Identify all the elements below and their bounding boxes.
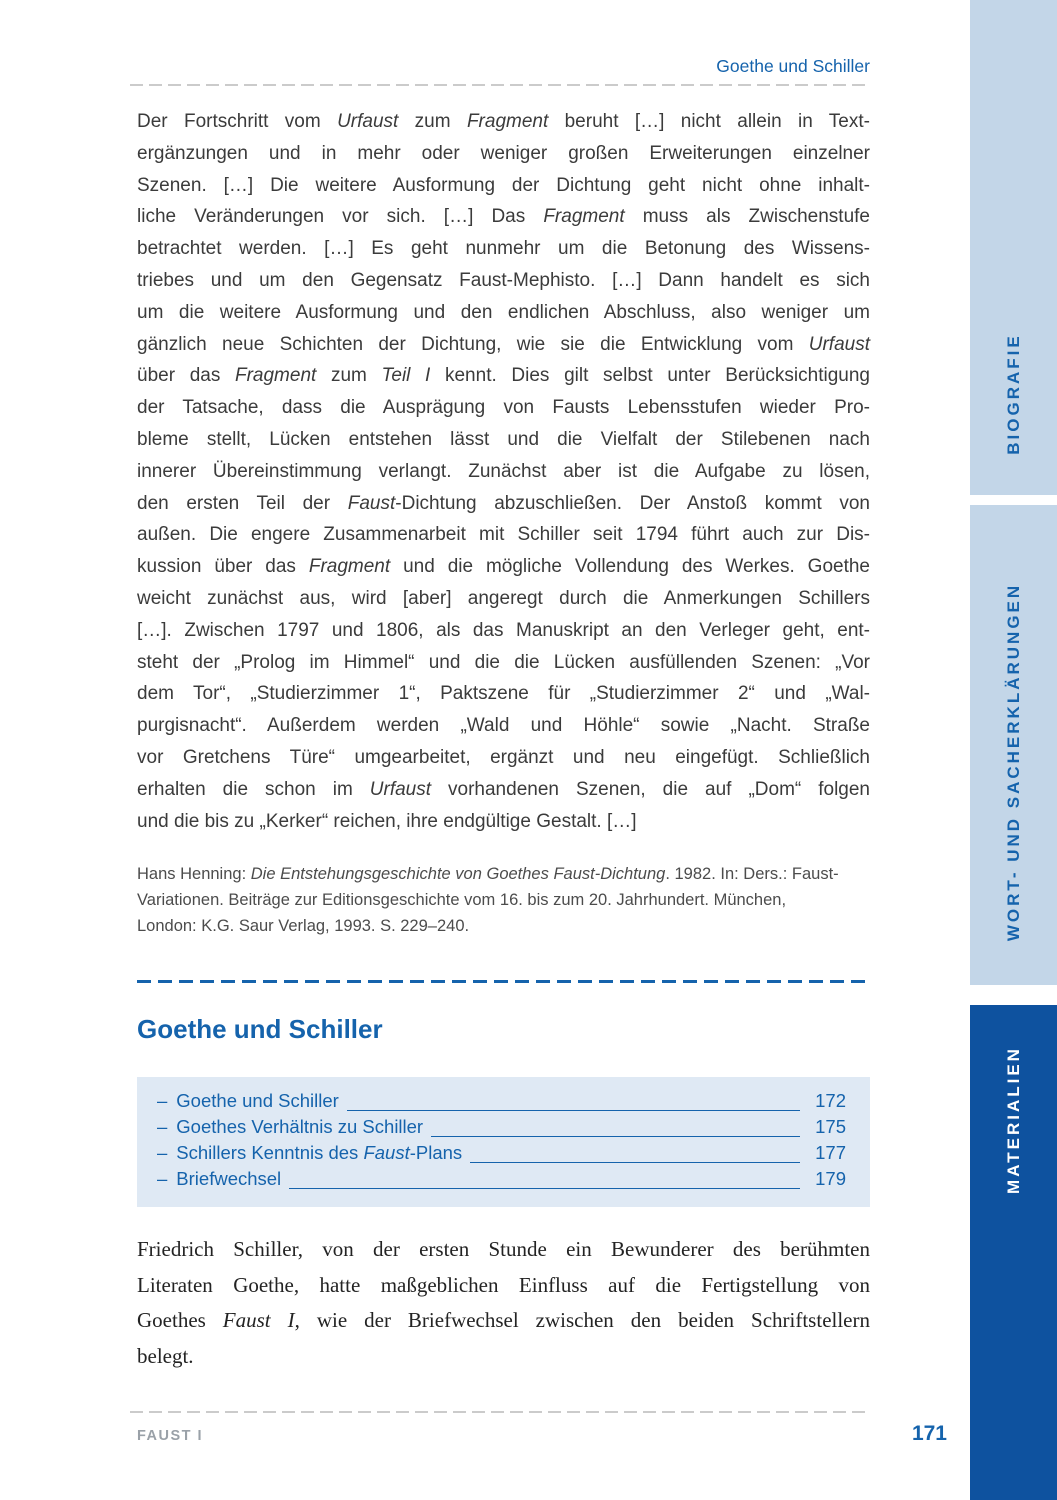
toc-page-number: 175 [815,1116,846,1137]
tab-wort-und-sacherklaerungen[interactable] [970,505,1057,985]
toc-box [137,1077,870,1207]
citation-block [137,861,870,939]
quote-line: ergänzungen und in mehr oder weniger großen Erweiterungen einzelner [137,142,870,164]
quote-line: erhalten die schon im Urfaust vorhandenen Szenen, die auf „Dom“ folgen [137,778,870,800]
toc-item-briefwechsel[interactable] [157,1168,846,1194]
section-divider [137,980,870,983]
quote-line: purgisnacht“. Außerdem werden „Wald und Höhle“ sowie „Nacht. Straße [137,715,870,737]
leader-line [470,1162,800,1163]
quote-line: der Tatsache, dass die Ausprägung von Fausts Lebensstufen wieder Pro- [137,397,870,419]
toc-page-number: 172 [815,1090,846,1111]
toc-label: Goethe und Schiller [176,1090,339,1111]
leader-line [431,1136,800,1137]
quote-line: den ersten Teil der Faust-Dichtung abzuschließen. Der Anstoß kommt von [137,492,871,514]
tab-biografie-label: BIOGRAFIE [1003,333,1023,455]
quote-line: triebes und um den Gegensatz Faust-Mephisto. […] Dann handelt es sich [137,269,870,291]
citation-line: Variationen. Beiträge zur Editionsgeschichte vom 16. bis zum 20. Jahrhundert. München, [137,891,787,909]
tab-materialien[interactable] [970,1005,1057,1500]
tab-wort-und-sacherklaerungen-label: WORT- UND SACHERKLÄRUNGEN [1003,582,1023,942]
quote-line: Der Fortschritt vom Urfaust zum Fragment beruht […] nicht allein in Text- [137,111,870,132]
paragraph-line: Literaten Goethe, hatte maßgeblichen Einfluss auf die Fertigstellung von [137,1272,870,1297]
leader-line [347,1110,800,1111]
quote-line: betrachtet werden. […] Es geht nunmehr um die Betonung des Wissens- [137,238,870,260]
quote-line: liche Veränderungen vor sich. […] Das Fragment muss als Zwischenstufe [137,206,870,228]
tab-materialien-label: MATERIALIEN [1003,1046,1023,1194]
citation-line: Hans Henning: Die Entstehungsgeschichte von Goethes Faust-Dichtung. 1982. In: Ders.: Faust- [137,865,839,883]
quote-line: dem Tor“, „Studierzimmer 1“, Paktszene für „Studierzimmer 2“ und „Wal- [137,683,870,705]
toc-dash: – [157,1142,168,1163]
toc-page-number: 179 [815,1168,846,1189]
toc-dash: – [157,1116,168,1137]
toc-dash: – [157,1090,168,1111]
quote-line: steht der „Prolog im Himmel“ und die die Lücken ausfüllenden Szenen: „Vor [137,651,870,673]
quote-line: vor Gretchens Türe“ umgearbeitet, ergänzt und neu eingefügt. Schließlich [137,746,870,768]
toc-item-goethes-verhaeltnis-zu-schiller[interactable] [157,1116,846,1142]
running-header: Goethe und Schiller [716,56,870,76]
quote-line: bleme stellt, Lücken entstehen lässt und die Vielfalt der Stilebenen nach [137,428,870,450]
footer-book-title: FAUST I [137,1428,204,1444]
toc-label: Schillers Kenntnis des Faust-Plans [176,1142,463,1163]
toc-item-schillers-kenntnis-des-faust-plans[interactable] [157,1142,846,1168]
paragraph-line: belegt. [137,1343,194,1368]
footer-divider [130,1411,870,1413]
quote-line: weicht zunächst aus, wird [aber] angeregt durch die Anmerkungen Schillers [137,587,870,609]
paragraph-line: Goethes Faust I, wie der Briefwechsel zwischen den beiden Schriftstellern [137,1308,870,1332]
toc-dash: – [157,1168,168,1189]
quote-line: gänzlich neue Schichten der Dichtung, wie sie die Entwicklung vom Urfaust [137,333,870,355]
footer-page-number: 171 [911,1422,947,1445]
header-divider [130,84,870,86]
section-heading: Goethe und Schiller [137,1014,383,1044]
quote-line: über das Fragment zum Teil I kennt. Dies gilt selbst unter Berücksichtigung [137,365,870,387]
quote-line: außen. Die engere Zusammenarbeit mit Schiller seit 1794 führt auch zur Dis- [137,524,870,546]
quote-line: innerer Übereinstimmung verlangt. Zunächst aber ist die Aufgabe zu lösen, [137,460,870,482]
toc-label: Goethes Verhältnis zu Schiller [176,1116,424,1137]
citation-line: London: K.G. Saur Verlag, 1993. S. 229–240. [137,917,470,935]
quote-block [137,106,870,837]
quote-line: […]. Zwischen 1797 und 1806, als das Manuskript an den Verleger geht, ent- [137,619,870,641]
leader-line [289,1188,800,1189]
quote-line: kussion über das Fragment und die mögliche Vollendung des Werkes. Goethe [137,556,870,578]
tab-biografie[interactable] [970,0,1057,495]
toc-item-goethe-und-schiller[interactable] [157,1090,846,1116]
toc-page-number: 177 [815,1142,846,1163]
quote-line: Szenen. […] Die weitere Ausformung der Dichtung geht nicht ohne inhalt- [137,174,870,196]
intro-paragraph [137,1232,870,1374]
quote-line: um die weitere Ausformung und den endlichen Abschluss, also weniger um [137,301,870,323]
toc-label: Briefwechsel [176,1168,282,1189]
quote-line: und die bis zu „Kerker“ reichen, ihre endgültige Gestalt. […] [137,810,637,832]
paragraph-line: Friedrich Schiller, von der ersten Stunde ein Bewunderer des berühmten [137,1237,870,1261]
